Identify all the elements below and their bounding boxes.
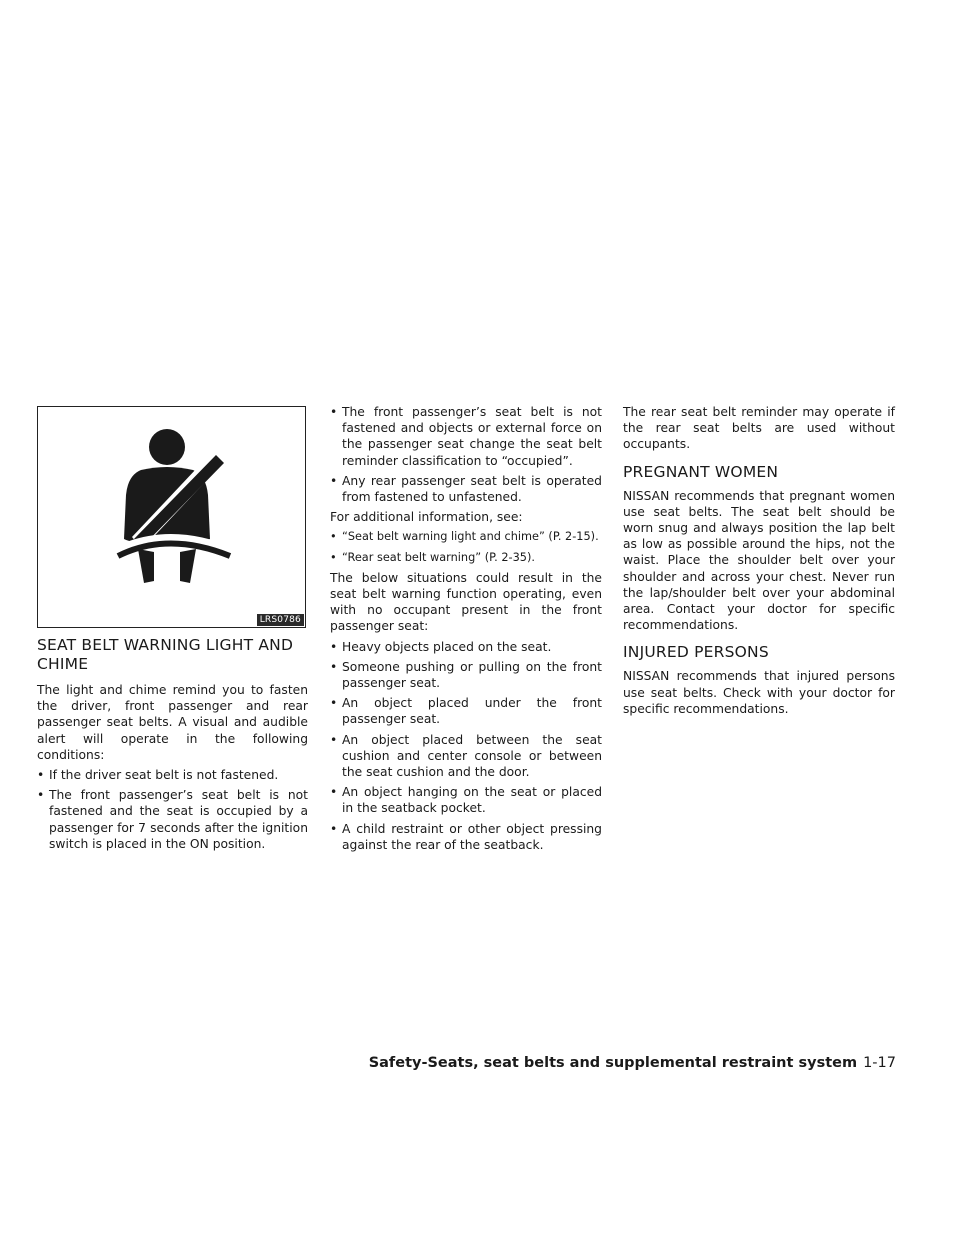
reference-item: • “Seat belt warning light and chime” (P. 2-15). (330, 529, 602, 545)
list-item: • Someone pushing or pulling on the front passenger seat. (330, 659, 602, 691)
intro-paragraph: The light and chime remind you to fasten the driver, front passenger and rear passenger seat belts. A visual and audible alert will operate in the following conditions: (37, 683, 308, 762)
seat-belt-warning-icon (38, 407, 305, 627)
footer-section-title: Safety-Seats, seat belts and supplemental restraint system (368, 1055, 858, 1071)
list-item: • A child restraint or other object pressing against the rear of the seatback. (330, 821, 602, 853)
pregnant-women-paragraph: NISSAN recommends that pregnant women use seat belts. The seat belt should be worn snug and always position the lap belt as low as possible around the hips, not the waist. Place the shoulder belt over your shoulder and across your chest. Never run the lap/shoulder belt over your abdominal area. Contact your doctor for specific recommendations. (623, 488, 895, 633)
column-2 (330, 404, 602, 857)
list-item: • An object placed between the seat cushion and center console or between the seat cushion and the door. (330, 732, 602, 781)
list-item: • An object placed under the front passenger seat. (330, 695, 602, 727)
page-footer (369, 1055, 896, 1071)
list-item: • Heavy objects placed on the seat. (330, 639, 602, 655)
heading-injured-persons: INJURED PERSONS (623, 643, 769, 662)
page-number: 1-17 (863, 1055, 896, 1071)
conditions-list-cont (330, 404, 602, 505)
column-1 (37, 636, 308, 856)
figure-label: LRS0786 (257, 614, 304, 626)
situations-paragraph: The below situations could result in the seat belt warning function operating, even with no occupant present in the front passenger seat: (330, 570, 602, 634)
see-label: For additional information, see: (330, 510, 523, 525)
rear-reminder-paragraph: The rear seat belt reminder may operate if the rear seat belts are used without occupants. (623, 405, 895, 452)
list-item: • The front passenger’s seat belt is not fastened and objects or external force on the passenger seat change the seat belt reminder classification to “occupied”. (330, 404, 602, 469)
list-item: • An object hanging on the seat or placed in the seatback pocket. (330, 784, 602, 816)
reference-item: • “Rear seat belt warning” (P. 2-35). (330, 550, 602, 566)
injured-persons-paragraph: NISSAN recommends that injured persons use seat belts. Check with your doctor for specific recommendations. (623, 669, 895, 716)
list-item: • Any rear passenger seat belt is operated from fastened to unfastened. (330, 473, 602, 505)
reference-list (330, 529, 602, 565)
heading-seat-belt-warning: SEAT BELT WARNING LIGHT AND CHIME (37, 636, 294, 673)
seat-belt-figure (37, 406, 306, 628)
situations-list (330, 639, 602, 853)
list-item: • The front passenger’s seat belt is not fastened and the seat is occupied by a passenger for 7 seconds after the ignition switch is placed in the ON position. (37, 787, 308, 852)
column-3 (623, 404, 895, 717)
heading-pregnant-women: PREGNANT WOMEN (623, 462, 779, 481)
list-item: • If the driver seat belt is not fastened. (37, 767, 308, 783)
conditions-list (37, 767, 308, 852)
